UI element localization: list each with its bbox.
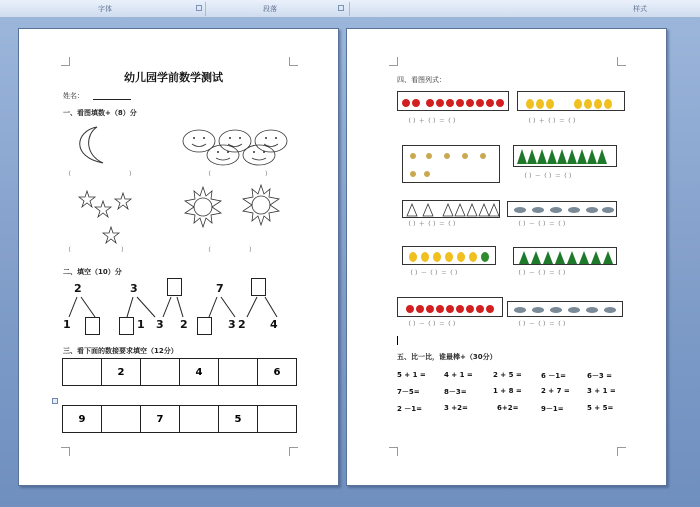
equation-blank[interactable]: （ ）＋（ ）＝（ ） bbox=[405, 118, 459, 125]
split-bottom-number: 2 bbox=[180, 318, 188, 331]
picture-box-trees-2 bbox=[513, 247, 617, 265]
calc-item[interactable]: 8－3= bbox=[444, 388, 467, 396]
answer-paren-open: （ bbox=[205, 247, 212, 254]
margin-corner-mark bbox=[61, 57, 70, 66]
calc-item[interactable]: 7－5= bbox=[397, 388, 420, 396]
picture-box-flowers bbox=[402, 145, 500, 183]
split-top-number: 3 bbox=[130, 282, 138, 295]
grid-cell[interactable] bbox=[63, 359, 102, 386]
page-title: 幼儿园学前数学测试 bbox=[124, 71, 223, 84]
calc-item[interactable]: 1 + 8 = bbox=[493, 387, 522, 395]
answer-paren-close: ） bbox=[129, 171, 136, 178]
margin-corner-mark bbox=[617, 57, 626, 66]
equation-blank[interactable]: （ ）＋（ ）＝（ ） bbox=[525, 118, 579, 125]
ribbon-group-font-label: 字体 bbox=[98, 5, 112, 13]
picture-box-apples-2 bbox=[397, 297, 503, 317]
margin-corner-mark bbox=[617, 447, 626, 456]
answer-paren-close: ） bbox=[121, 247, 128, 254]
moon-icon bbox=[67, 123, 117, 167]
margin-corner-mark bbox=[61, 447, 70, 456]
split-top-number: 2 bbox=[74, 282, 82, 295]
calc-item[interactable]: 6+2= bbox=[497, 404, 519, 412]
answer-box[interactable] bbox=[85, 317, 100, 335]
font-dialog-launcher-icon[interactable] bbox=[196, 5, 202, 11]
stars-icon bbox=[77, 189, 137, 249]
calc-item[interactable]: 2 + 7 = bbox=[541, 387, 570, 395]
ribbon-group-paragraph-label: 段落 bbox=[263, 5, 277, 13]
ribbon-group-font[interactable] bbox=[40, 0, 170, 18]
calc-item[interactable]: 5 + 1 = bbox=[397, 371, 426, 379]
answer-box[interactable] bbox=[119, 317, 134, 335]
number-grid-row-2 bbox=[62, 405, 297, 433]
calc-item[interactable]: 5 + 5= bbox=[587, 404, 614, 412]
picture-box-fish-2 bbox=[507, 301, 623, 317]
grid-cell[interactable]: 5 bbox=[219, 406, 258, 433]
split-bottom-number: 1 bbox=[63, 318, 71, 331]
picture-box-fish bbox=[507, 201, 617, 217]
document-page-1[interactable] bbox=[18, 28, 339, 486]
ribbon-bar bbox=[0, 0, 700, 18]
section-1-heading: 一、看图填数+（8）分 bbox=[63, 109, 137, 117]
answer-box[interactable] bbox=[167, 278, 182, 296]
grid-cell[interactable] bbox=[180, 406, 219, 433]
suns-icon bbox=[179, 181, 289, 237]
section-5-heading: 五、比一比，谁最棒+（30分） bbox=[397, 353, 497, 361]
name-label: 姓名： bbox=[63, 92, 84, 100]
picture-box-apples bbox=[397, 91, 509, 111]
split-bottom-number: 3 bbox=[156, 318, 164, 331]
answer-paren-open: （ bbox=[65, 247, 72, 254]
equation-blank[interactable]: （ ）＋（ ）＝（ ） bbox=[405, 221, 459, 228]
ribbon-separator bbox=[349, 2, 350, 16]
split-top-number: 7 bbox=[216, 282, 224, 295]
document-page-2[interactable] bbox=[346, 28, 667, 486]
paragraph-dialog-launcher-icon[interactable] bbox=[338, 5, 344, 11]
margin-corner-mark bbox=[289, 447, 298, 456]
section-3-heading: 三、看下面的数接要求填空（12分） bbox=[63, 347, 178, 355]
calc-item[interactable]: 6 －1= bbox=[541, 372, 567, 380]
equation-blank[interactable]: （ ）－（ ）＝（ ） bbox=[515, 321, 569, 328]
grid-cell[interactable]: 6 bbox=[258, 359, 297, 386]
calc-item[interactable]: 2 －1= bbox=[397, 405, 423, 413]
margin-corner-mark bbox=[289, 57, 298, 66]
picture-box-mixed-fruit bbox=[402, 246, 496, 265]
section-4-heading: 四、看图列式： bbox=[397, 76, 446, 84]
split-bottom-number: 1 bbox=[137, 318, 145, 331]
answer-paren-open: （ bbox=[205, 171, 212, 178]
number-grid-row-1 bbox=[62, 358, 297, 386]
split-bottom-number: 4 bbox=[270, 318, 278, 331]
margin-corner-mark bbox=[389, 447, 398, 456]
equation-blank[interactable]: （ ）－（ ）＝（ ） bbox=[521, 173, 575, 180]
ribbon-group-paragraph[interactable] bbox=[230, 0, 310, 18]
grid-cell[interactable]: 2 bbox=[102, 359, 141, 386]
calc-item[interactable]: 2 + 5 = bbox=[493, 371, 522, 379]
picture-box-trees bbox=[513, 145, 617, 167]
grid-cell[interactable]: 4 bbox=[180, 359, 219, 386]
name-underline[interactable] bbox=[93, 99, 131, 100]
calc-item[interactable]: 4 + 1 = bbox=[444, 371, 473, 379]
calc-item[interactable]: 3 + 1 = bbox=[587, 387, 616, 395]
equation-blank[interactable]: （ ）－（ ）＝（ ） bbox=[405, 321, 459, 328]
equation-blank[interactable]: （ ）－（ ）＝（ ） bbox=[407, 270, 461, 277]
split-bottom-number: 2 bbox=[238, 318, 246, 331]
picture-box-triangles bbox=[402, 200, 500, 218]
calc-item[interactable]: 3 +2= bbox=[444, 404, 468, 412]
ribbon-group-styles[interactable] bbox=[600, 0, 680, 18]
smiley-faces-icon bbox=[179, 127, 299, 167]
calc-item[interactable]: 9－1= bbox=[541, 405, 564, 413]
grid-cell[interactable] bbox=[141, 359, 180, 386]
answer-paren-close: ） bbox=[265, 171, 272, 178]
text-cursor bbox=[397, 336, 398, 345]
ribbon-separator bbox=[205, 2, 206, 16]
answer-box[interactable] bbox=[197, 317, 212, 335]
grid-cell[interactable]: 9 bbox=[63, 406, 102, 433]
section-2-heading: 二、填空（10）分 bbox=[63, 268, 122, 276]
answer-paren-open: （ bbox=[65, 171, 72, 178]
split-bottom-number: 3 bbox=[228, 318, 236, 331]
calc-item[interactable]: 6－3 = bbox=[587, 372, 613, 380]
grid-cell[interactable] bbox=[258, 406, 297, 433]
answer-paren-close: ） bbox=[249, 247, 256, 254]
ribbon-group-styles-label: 样式 bbox=[633, 5, 647, 13]
answer-box[interactable] bbox=[251, 278, 266, 296]
grid-cell[interactable] bbox=[102, 406, 141, 433]
equation-blank[interactable]: （ ）－（ ）＝（ ） bbox=[515, 221, 569, 228]
grid-cell[interactable]: 7 bbox=[141, 406, 180, 433]
margin-corner-mark bbox=[389, 57, 398, 66]
table-move-handle-icon[interactable] bbox=[52, 398, 58, 404]
equation-blank[interactable]: （ ）－（ ）＝（ ） bbox=[515, 270, 569, 277]
grid-cell[interactable] bbox=[219, 359, 258, 386]
picture-box-pears bbox=[517, 91, 625, 111]
